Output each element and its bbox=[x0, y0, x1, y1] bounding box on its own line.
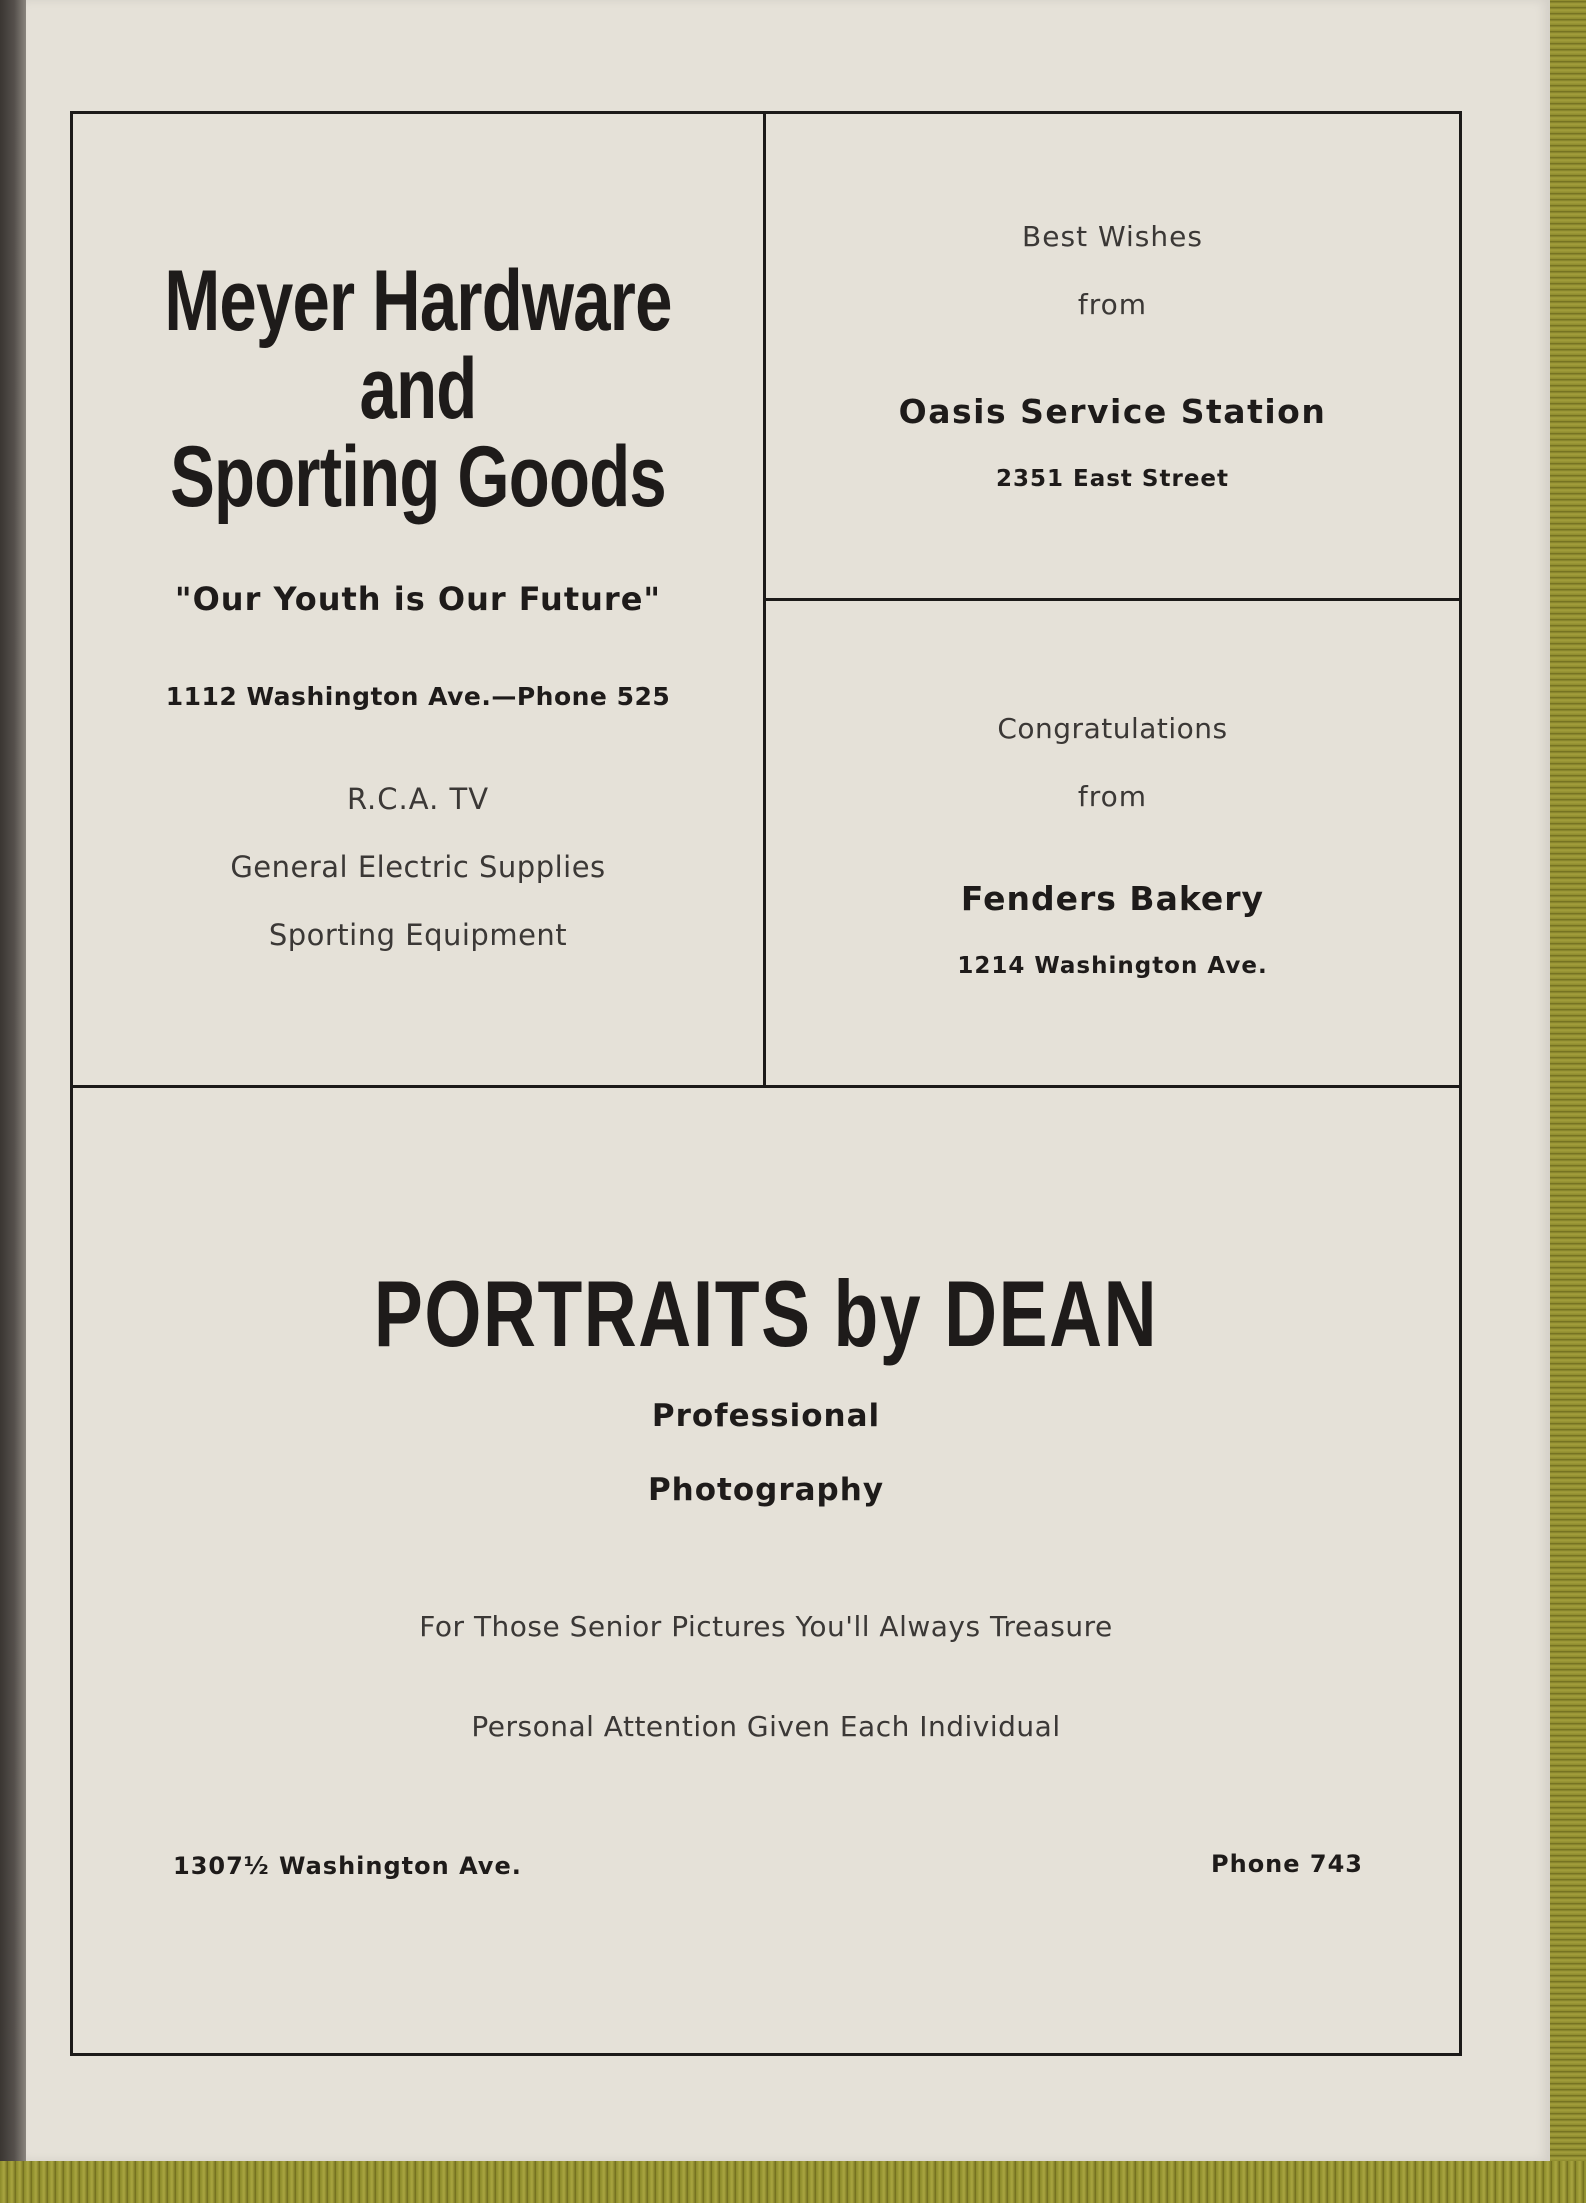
fenders-greeting: Congratulations bbox=[997, 712, 1228, 745]
meyer-item: Sporting Equipment bbox=[268, 918, 568, 952]
dean-line-1: Professional bbox=[651, 1398, 881, 1434]
dean-address: 1307½ Washington Ave. bbox=[173, 1852, 522, 1880]
ad-fenders-bakery bbox=[766, 601, 1459, 1088]
oasis-name: Oasis Service Station bbox=[898, 392, 1327, 431]
ad-oasis-service-station bbox=[766, 114, 1459, 601]
meyer-item: General Electric Supplies bbox=[230, 850, 606, 884]
book-cover-edge bbox=[1546, 0, 1586, 2203]
book-cover-bottom-edge bbox=[0, 2161, 1586, 2203]
meyer-title-line-2: and bbox=[359, 341, 477, 437]
meyer-address: 1112 Washington Ave.—Phone 525 bbox=[165, 682, 671, 711]
oasis-address: 2351 East Street bbox=[995, 466, 1230, 492]
oasis-greeting: Best Wishes bbox=[1022, 220, 1203, 253]
fenders-address: 1214 Washington Ave. bbox=[957, 953, 1268, 979]
meyer-title-line-3: Sporting Goods bbox=[170, 429, 666, 525]
ad-meyer-hardware bbox=[73, 114, 766, 1088]
oasis-from: from bbox=[1077, 288, 1148, 321]
meyer-title-line-1: Meyer Hardware bbox=[164, 253, 672, 349]
book-spine-edge bbox=[0, 0, 26, 2203]
meyer-slogan: "Our Youth is Our Future" bbox=[174, 580, 662, 618]
dean-tagline-1: For Those Senior Pictures You'll Always Treasure bbox=[419, 1610, 1113, 1643]
fenders-name: Fenders Bakery bbox=[960, 879, 1265, 918]
fenders-from: from bbox=[1077, 780, 1148, 813]
dean-line-2: Photography bbox=[647, 1472, 885, 1508]
yearbook-page bbox=[26, 0, 1550, 2161]
meyer-item: R.C.A. TV bbox=[346, 782, 490, 816]
dean-title: PORTRAITS by DEAN bbox=[373, 1261, 1159, 1366]
dean-phone: Phone 743 bbox=[1211, 1850, 1363, 1878]
ad-grid-frame bbox=[70, 111, 1462, 2056]
dean-tagline-2: Personal Attention Given Each Individual bbox=[471, 1710, 1061, 1743]
ad-portraits-by-dean bbox=[73, 1088, 1459, 2053]
